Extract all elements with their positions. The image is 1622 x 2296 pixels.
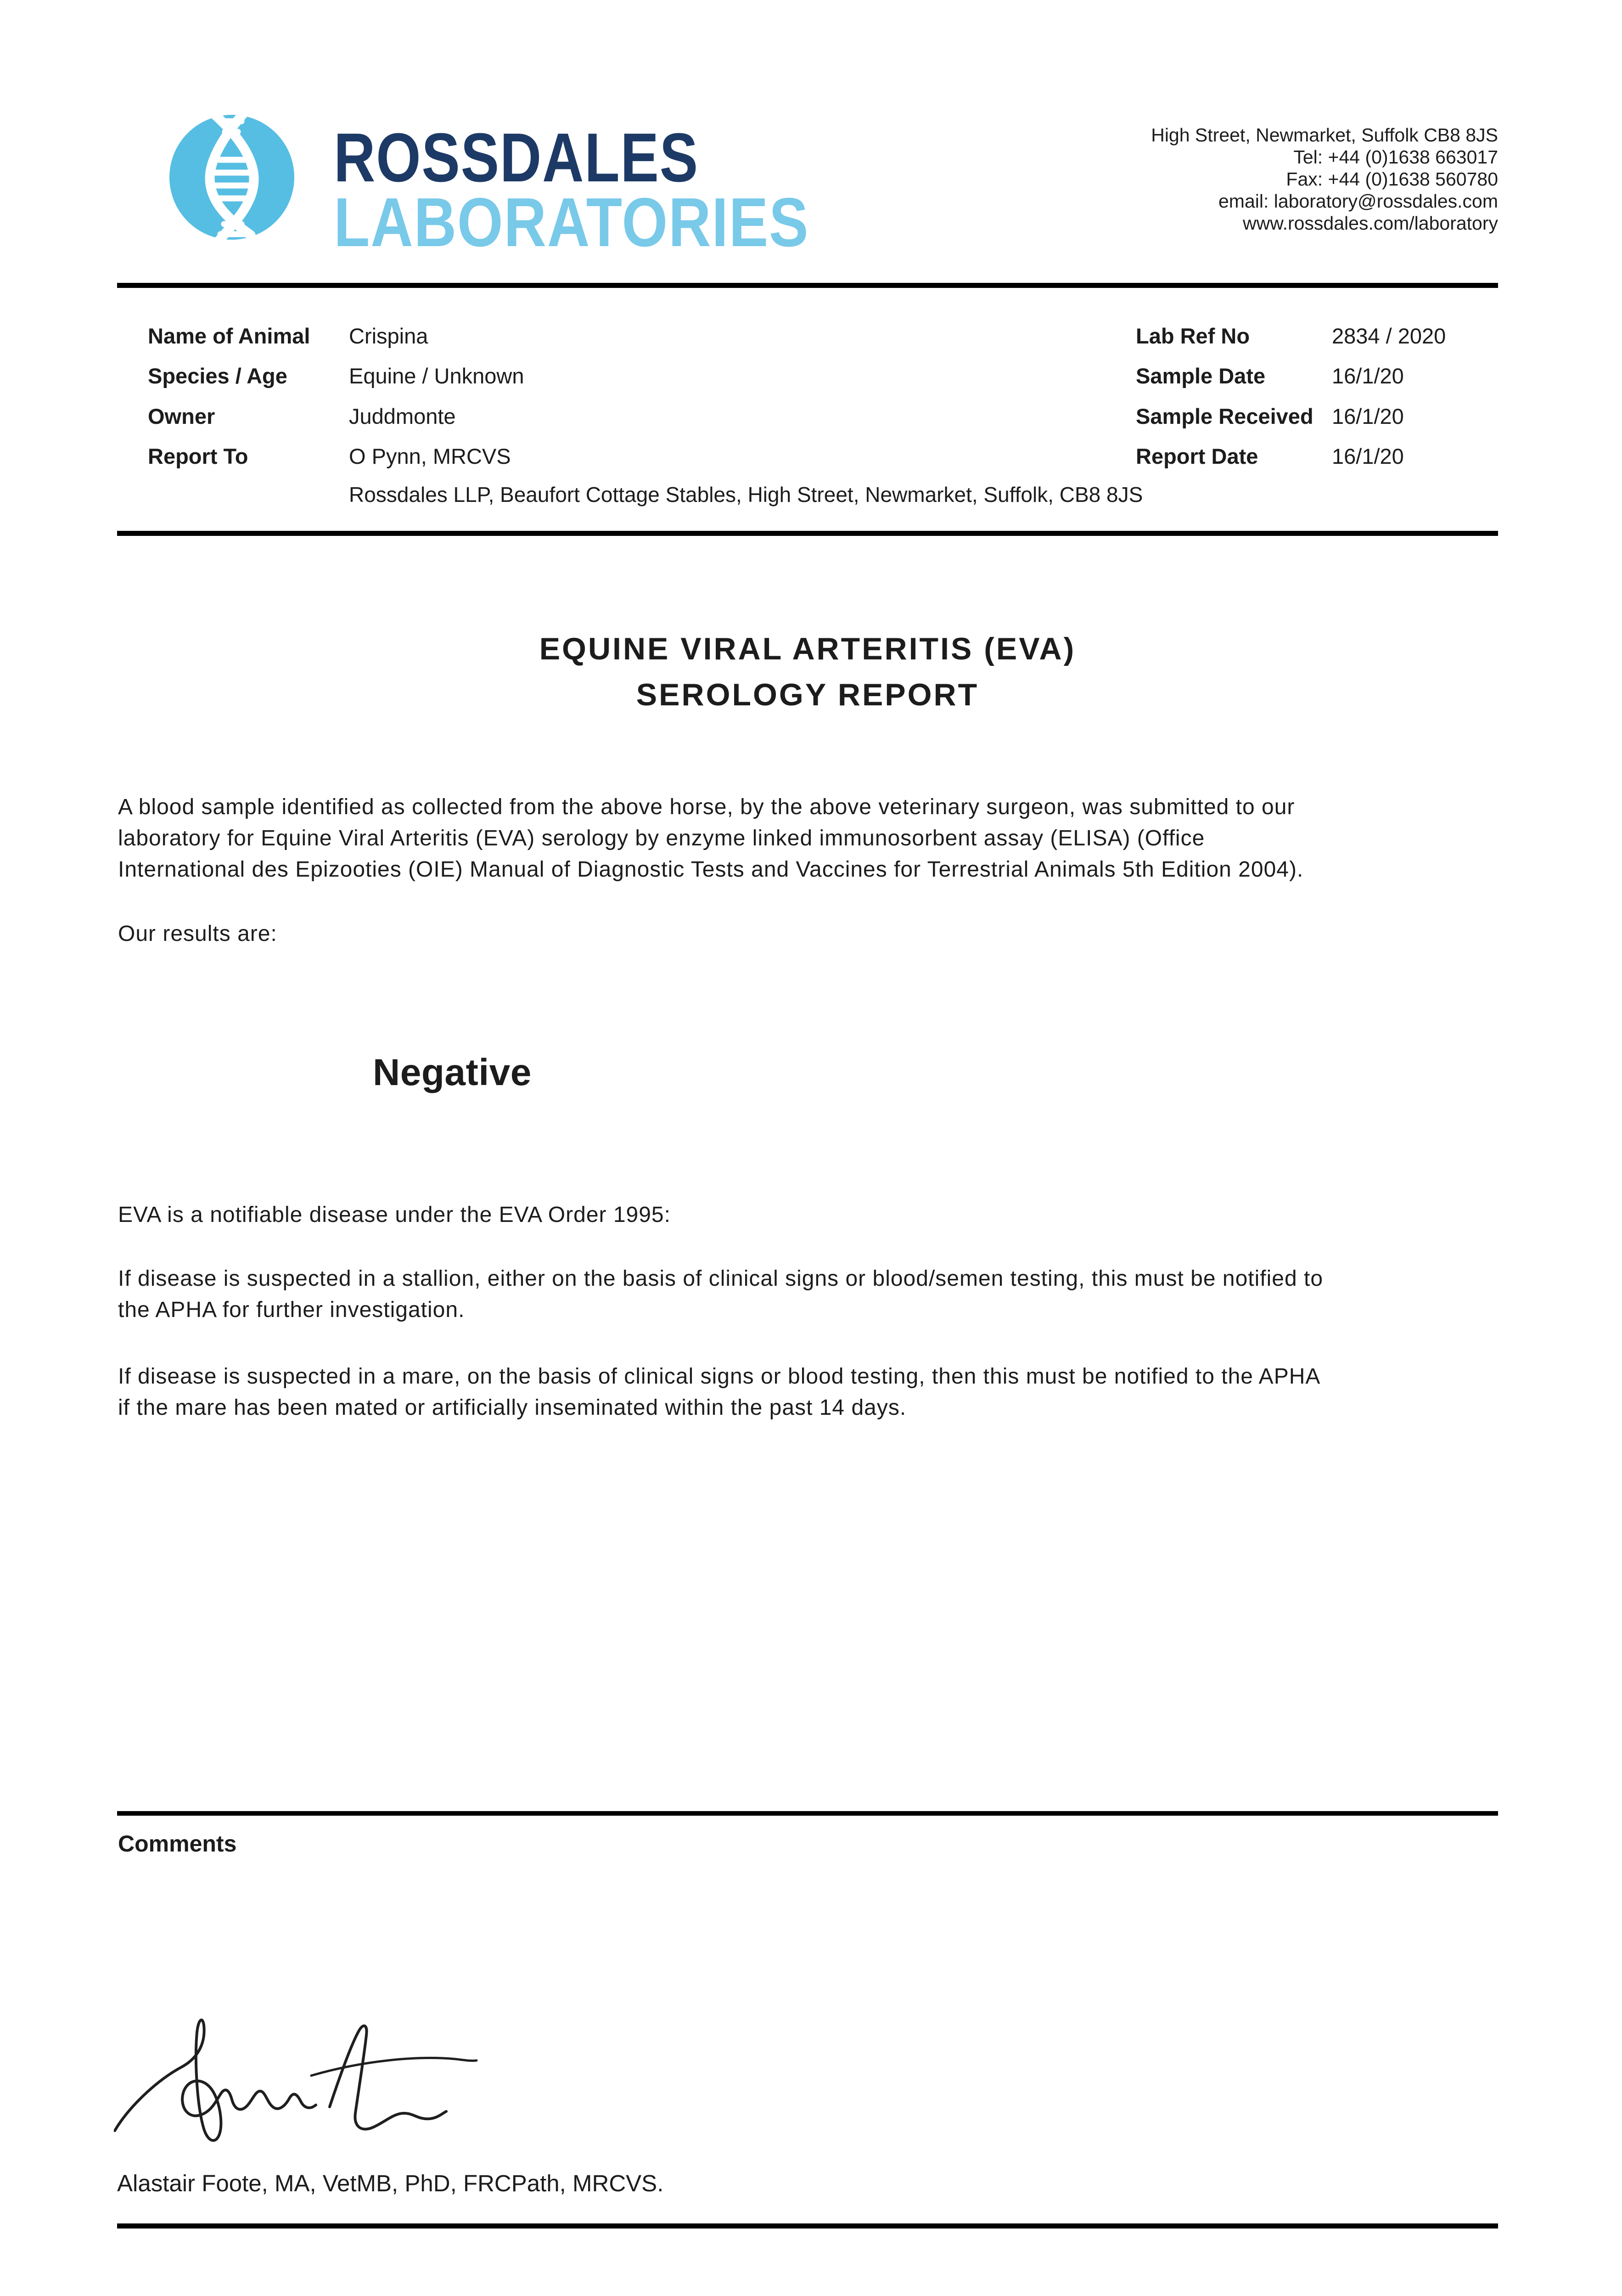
address-line: High Street, Newmarket, Suffolk CB8 8JS (1151, 124, 1498, 146)
value-species-age: Equine / Unknown (349, 364, 524, 388)
intro-line: A blood sample identified as collected from the above horse, by the above veterinary surgeon, was submitted to our (118, 795, 1295, 819)
address-line-fax: Fax: +44 (0)1638 560780 (1286, 169, 1498, 190)
label-sample-date: Sample Date (1136, 364, 1266, 388)
stallion-paragraph (118, 1263, 1541, 1326)
address-line-web: www.rossdales.com/laboratory (1243, 213, 1498, 234)
brand-name-line1: ROSSDALES (334, 118, 699, 196)
results-label: Our results are: (118, 922, 277, 946)
address-line-tel: Tel: +44 (0)1638 663017 (1293, 146, 1498, 168)
intro-paragraph (118, 792, 1541, 885)
value-sample-date: 16/1/20 (1332, 364, 1404, 388)
label-species-age: Species / Age (148, 364, 287, 388)
info-divider-rule (117, 531, 1498, 536)
signature-scrawl (114, 2017, 481, 2155)
report-to-address: Rossdales LLP, Beaufort Cottage Stables, High Street, Newmarket, Suffolk, CB8 8JS (349, 483, 1143, 506)
label-report-to: Report To (148, 444, 248, 468)
signatory-name: Alastair Foote, MA, VetMB, PhD, FRCPath, MRCVS. (117, 2170, 664, 2196)
value-report-to: O Pynn, MRCVS (349, 444, 511, 468)
address-line-email: email: laboratory@rossdales.com (1218, 191, 1498, 212)
stallion-line: If disease is suspected in a stallion, either on the basis of clinical signs or blood/semen testing, this must be notified to (118, 1266, 1324, 1291)
notifiable-disease-line: EVA is a notifiable disease under the EVA Order 1995: (118, 1203, 671, 1227)
report-title (117, 626, 1498, 718)
mare-paragraph (118, 1361, 1541, 1424)
mare-line: if the mare has been mated or artificially inseminated within the past 14 days. (118, 1396, 907, 1420)
label-sample-received: Sample Received (1136, 404, 1313, 428)
value-owner: Juddmonte (349, 404, 456, 428)
comments-divider-rule (117, 1811, 1498, 1816)
value-lab-ref-no: 2834 / 2020 (1332, 324, 1446, 348)
label-report-date: Report Date (1136, 444, 1258, 468)
label-lab-ref-no: Lab Ref No (1136, 324, 1250, 348)
mare-line: If disease is suspected in a mare, on the basis of clinical signs or blood testing, then this must be notified to the APHA (118, 1364, 1321, 1389)
dna-helix-icon (168, 110, 297, 248)
stallion-line: the APHA for further investigation. (118, 1298, 465, 1322)
label-owner: Owner (148, 404, 215, 428)
value-report-date: 16/1/20 (1332, 444, 1404, 468)
header-divider-rule (117, 283, 1498, 288)
label-name-of-animal: Name of Animal (148, 324, 310, 348)
report-title-line2: SEROLOGY REPORT (636, 677, 979, 712)
comments-heading: Comments (118, 1831, 237, 1857)
value-name-of-animal: Crispina (349, 324, 428, 348)
lab-address-block (1039, 124, 1498, 234)
report-title-line1: EQUINE VIRAL ARTERITIS (EVA) (539, 631, 1076, 666)
result-negative: Negative (373, 1052, 532, 1093)
value-sample-received: 16/1/20 (1332, 404, 1404, 428)
intro-line: International des Epizooties (OIE) Manual of Diagnostic Tests and Vaccines for Terrestrial Animals 5th Edition 2004). (118, 857, 1304, 882)
brand-name-line2: LABORATORIES (334, 183, 809, 261)
footer-bar (117, 2223, 1498, 2228)
intro-line: laboratory for Equine Viral Arteritis (EVA) serology by enzyme linked immunosorbent assay (ELISA) (Office (118, 826, 1205, 850)
